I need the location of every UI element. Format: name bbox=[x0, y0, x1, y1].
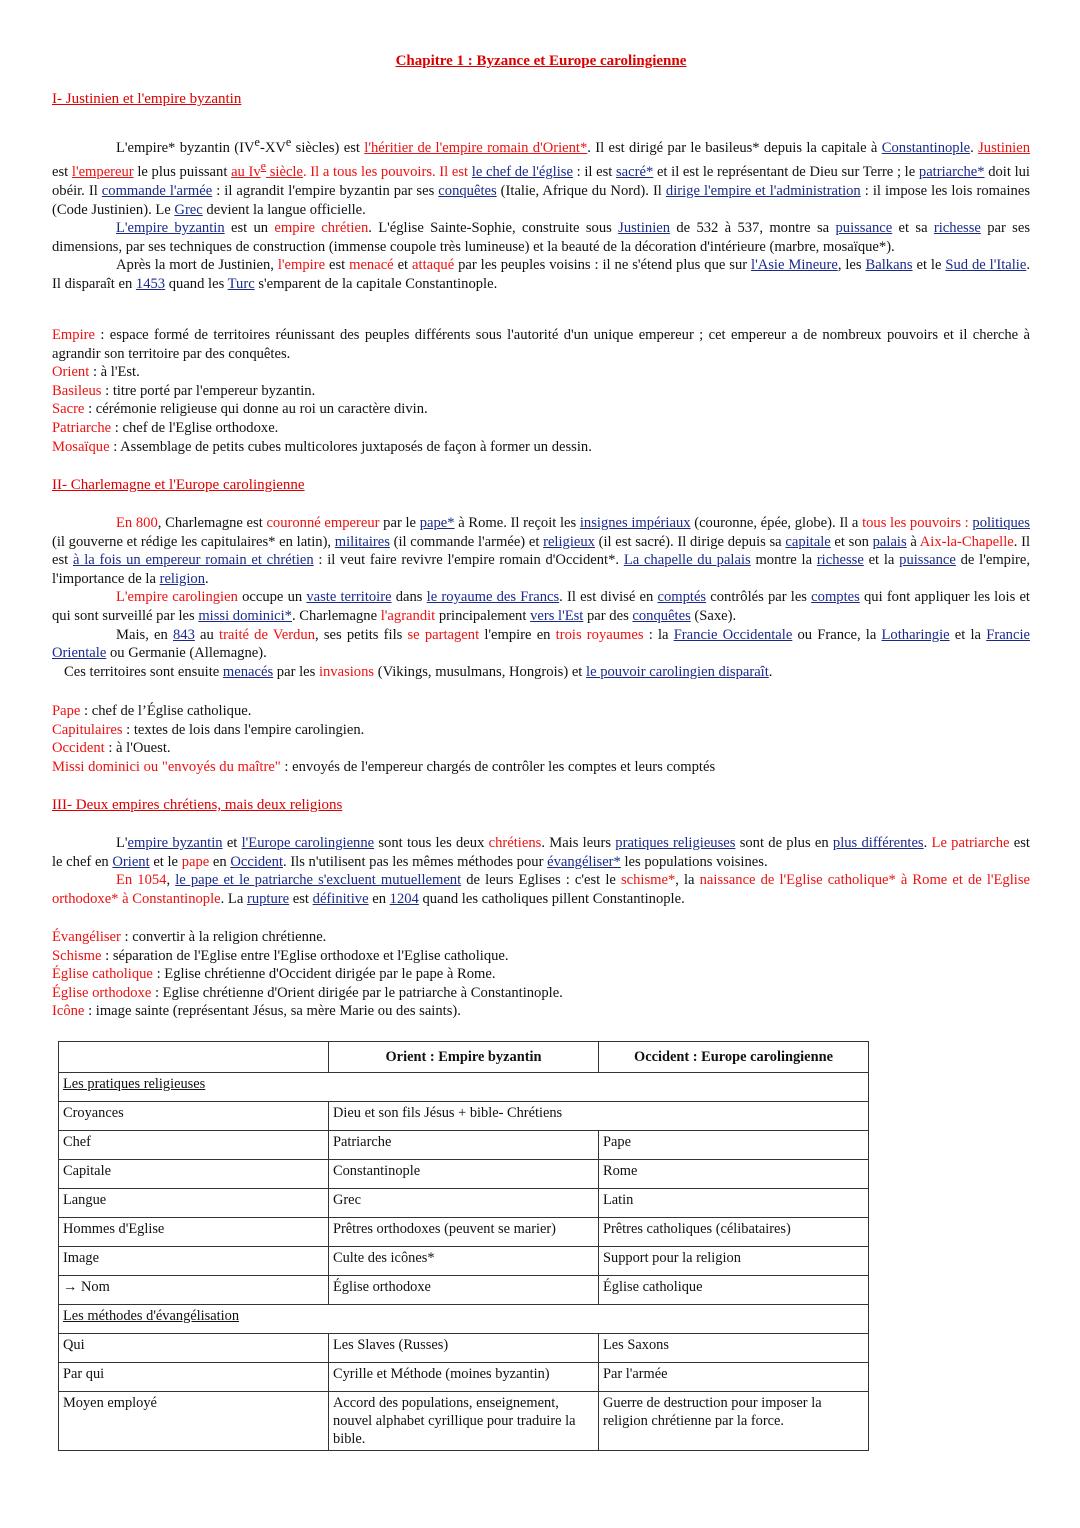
definition: Empire : espace formé de territoires réunissant des peuples différents sous l'autorité d'un unique empereur ; cet empereur a de nombreux pouvoirs et il cherche à agrandir son territoire par des conquêtes. bbox=[52, 327, 1030, 362]
definition: Orient : à l'Est. bbox=[52, 364, 140, 381]
section-2-paragraph-2: L'empire carolingien occupe un vaste territoire dans le royaume des Francs. Il est divisé en comptés contrôlés par les comptes qui font appliquer les lois et qui sont surveillé par les missi dominici*. Charlemagne l'agrandit principalement vers l'Est par des conquêtes (Saxe). bbox=[52, 589, 1030, 624]
section-1-definitions bbox=[52, 326, 1030, 456]
group-religious-practices: Les pratiques religieuses bbox=[59, 1073, 869, 1102]
row-label: Croyances bbox=[59, 1102, 329, 1131]
table-row bbox=[59, 1189, 869, 1218]
row-orient: Grec bbox=[329, 1189, 599, 1218]
section-3-paragraph-2: En 1054, le pape et le patriarche s'excluent mutuellement de leurs Eglises : c'est le schisme*, la naissance de l'Eglise catholique* à Rome et de l'Eglise orthodoxe* à Constantinople. La rupture est définitive en 1204 quand les catholiques pillent Constantinople. bbox=[52, 872, 1030, 907]
header-orient: Orient : Empire byzantin bbox=[329, 1042, 599, 1073]
section-3-heading: III- Deux empires chrétiens, mais deux religions bbox=[52, 797, 343, 813]
chapter-title: Chapitre 1 : Byzance et Europe carolingienne bbox=[395, 53, 687, 69]
definition: Église catholique : Eglise chrétienne d'Occident dirigée par le pape à Rome. bbox=[52, 966, 496, 983]
row-label: → Nom bbox=[59, 1276, 329, 1305]
table-row bbox=[59, 1102, 869, 1131]
table-corner-cell bbox=[59, 1042, 329, 1073]
row-label: Moyen employé bbox=[59, 1392, 329, 1451]
definition: Mosaïque : Assemblage de petits cubes multicolores juxtaposés de façon à former un dessin. bbox=[52, 438, 592, 455]
row-label: Capitale bbox=[59, 1160, 329, 1189]
section-2-paragraph-1: En 800, Charlemagne est couronné empereur par le pape* à Rome. Il reçoit les insignes impériaux (couronne, épée, globe). Il a tous les pouvoirs : politiques (il gouverne et rédige les capitulaires* en latin), militaires (il commande l'armée) et religieux (il est sacré). Il dirige depuis sa capitale et son palais à Aix-la-Chapelle. Il est à la fois un empereur romain et chrétien : il veut faire revivre l'empire romain d'Occident*. La chapelle du palais montre la richesse et la puissance de l'empire, l'importance de la religion. bbox=[52, 515, 1031, 587]
definition: Pape : chef de l’Église catholique. bbox=[52, 703, 252, 719]
row-occident: Guerre de destruction pour imposer la religion chrétienne par la force. bbox=[599, 1392, 869, 1451]
table-row bbox=[59, 1131, 869, 1160]
row-orient: Patriarche bbox=[329, 1131, 599, 1160]
table-group-row bbox=[59, 1305, 869, 1334]
row-orient: Constantinople bbox=[329, 1160, 599, 1189]
section-3-definitions bbox=[52, 928, 1030, 1021]
row-occident: Prêtres catholiques (célibataires) bbox=[599, 1218, 869, 1247]
row-label: Hommes d'Eglise bbox=[59, 1218, 329, 1247]
row-occident: Pape bbox=[599, 1131, 869, 1160]
table-row bbox=[59, 1392, 869, 1451]
definition: Occident : à l'Ouest. bbox=[52, 740, 171, 757]
header-occident: Occident : Europe carolingienne bbox=[599, 1042, 869, 1073]
row-label: Image bbox=[59, 1247, 329, 1276]
table-group-row bbox=[59, 1073, 869, 1102]
section-2-paragraph-4: Ces territoires sont ensuite menacés par les invasions (Vikings, musulmans, Hongrois) et le pouvoir carolingien disparaît. bbox=[64, 663, 773, 680]
definition: Missi dominici ou "envoyés du maître" : envoyés de l'empereur chargés de contrôler les comptes et leurs comptés bbox=[52, 758, 716, 775]
table-row bbox=[59, 1247, 869, 1276]
section-2-body bbox=[52, 514, 1030, 681]
definition: Sacre : cérémonie religieuse qui donne au roi un caractère divin. bbox=[52, 401, 428, 418]
row-label: Par qui bbox=[59, 1363, 329, 1392]
row-orient: Accord des populations, enseignement, nouvel alphabet cyrillique pour traduire la bible. bbox=[329, 1392, 599, 1451]
section-1-body bbox=[52, 133, 1030, 293]
table-row bbox=[59, 1363, 869, 1392]
table-row bbox=[59, 1334, 869, 1363]
comparison-table bbox=[58, 1041, 869, 1451]
row-shared-value: Dieu et son fils Jésus + bible- Chrétiens bbox=[329, 1102, 869, 1131]
definition: Schisme : séparation de l'Eglise entre l'Eglise orthodoxe et l'Eglise catholique. bbox=[52, 947, 509, 964]
table-row bbox=[59, 1160, 869, 1189]
row-label: Chef bbox=[59, 1131, 329, 1160]
section-1-paragraph-3: Après la mort de Justinien, l'empire est menacé et attaqué par les peuples voisins : il ne s'étend plus que sur l'Asie Mineure, les Balkans et le Sud de l'Italie. Il disparaît en 1453 quand les Turc s'emparent de la capitale Constantinople. bbox=[52, 257, 1030, 292]
definition: Évangéliser : convertir à la religion chrétienne. bbox=[52, 929, 327, 945]
definition: Église orthodoxe : Eglise chrétienne d'Orient dirigée par le patriarche à Constantinople. bbox=[52, 984, 563, 1001]
section-1-paragraph-1: L'empire* byzantin (IVe-XVe siècles) est l'héritier de l'empire romain d'Orient*. Il est dirigé par le basileus* depuis la capitale à Constantinople. Justinien est l'empereur le plus puissant au Iv$^e$ siècle. Il a tous les pouvoirs. Il est le chef de l'église : il est sacré* et il est le représentant de Dieu sur Terre ; le patriarche* doit lui obéir. Il commande l'armée : il agrandit l'empire byzantin par ses conquêtes (Italie, Afrique du Nord). Il dirige l'empire et l'administration : il impose les lois romaines (Code Justinien). Le Grec devient la langue officielle. bbox=[52, 135, 1030, 218]
row-occident: Support pour la religion bbox=[599, 1247, 869, 1276]
section-3-body bbox=[52, 834, 1030, 908]
group-evangelisation-methods: Les méthodes d'évangélisation bbox=[59, 1305, 869, 1334]
row-orient: Prêtres orthodoxes (peuvent se marier) bbox=[329, 1218, 599, 1247]
section-3-paragraph-1: L'empire byzantin et l'Europe carolingienne sont tous les deux chrétiens. Mais leurs pratiques religieuses sont de plus en plus différentes. Le patriarche est le chef en Orient et le pape en Occident. Ils n'utilisent pas les mêmes méthodes pour évangéliser* les populations voisines. bbox=[52, 835, 1030, 870]
table-row bbox=[59, 1276, 869, 1305]
row-orient: Église orthodoxe bbox=[329, 1276, 599, 1305]
definition: Icône : image sainte (représentant Jésus, sa mère Marie ou des saints). bbox=[52, 1003, 461, 1020]
row-label: Qui bbox=[59, 1334, 329, 1363]
definition: Basileus : titre porté par l'empereur byzantin. bbox=[52, 382, 316, 399]
section-1-paragraph-2: L'empire byzantin est un empire chrétien. L'église Sainte-Sophie, construite sous Justinien de 532 à 537, montre sa puissance et sa richesse par ses dimensions, par ses techniques de construction (immense coupole très lumineuse) et la beauté de la décoration d'intérieure (marbre, mosaïque*). bbox=[52, 220, 1031, 255]
definition: Capitulaires : textes de lois dans l'empire carolingien. bbox=[52, 721, 365, 738]
definition: Patriarche : chef de l'Eglise orthodoxe. bbox=[52, 419, 279, 436]
row-label: Langue bbox=[59, 1189, 329, 1218]
table-header-row bbox=[59, 1042, 869, 1073]
section-2-definitions bbox=[52, 702, 1030, 776]
row-orient: Les Slaves (Russes) bbox=[329, 1334, 599, 1363]
row-occident: Par l'armée bbox=[599, 1363, 869, 1392]
row-orient: Culte des icônes* bbox=[329, 1247, 599, 1276]
section-2-heading: II- Charlemagne et l'Europe carolingienne bbox=[52, 477, 305, 493]
section-2-paragraph-3: Mais, en 843 au traité de Verdun, ses petits fils se partagent l'empire en trois royaumes : la Francie Occidentale ou France, la Lotharingie et la Francie Orientale ou Germanie (Allemagne). bbox=[52, 626, 1030, 662]
section-1-heading: I- Justinien et l'empire byzantin bbox=[52, 91, 242, 107]
row-occident: Église catholique bbox=[599, 1276, 869, 1305]
table-row bbox=[59, 1218, 869, 1247]
row-occident: Rome bbox=[599, 1160, 869, 1189]
row-orient: Cyrille et Méthode (moines byzantin) bbox=[329, 1363, 599, 1392]
row-occident: Latin bbox=[599, 1189, 869, 1218]
row-occident: Les Saxons bbox=[599, 1334, 869, 1363]
